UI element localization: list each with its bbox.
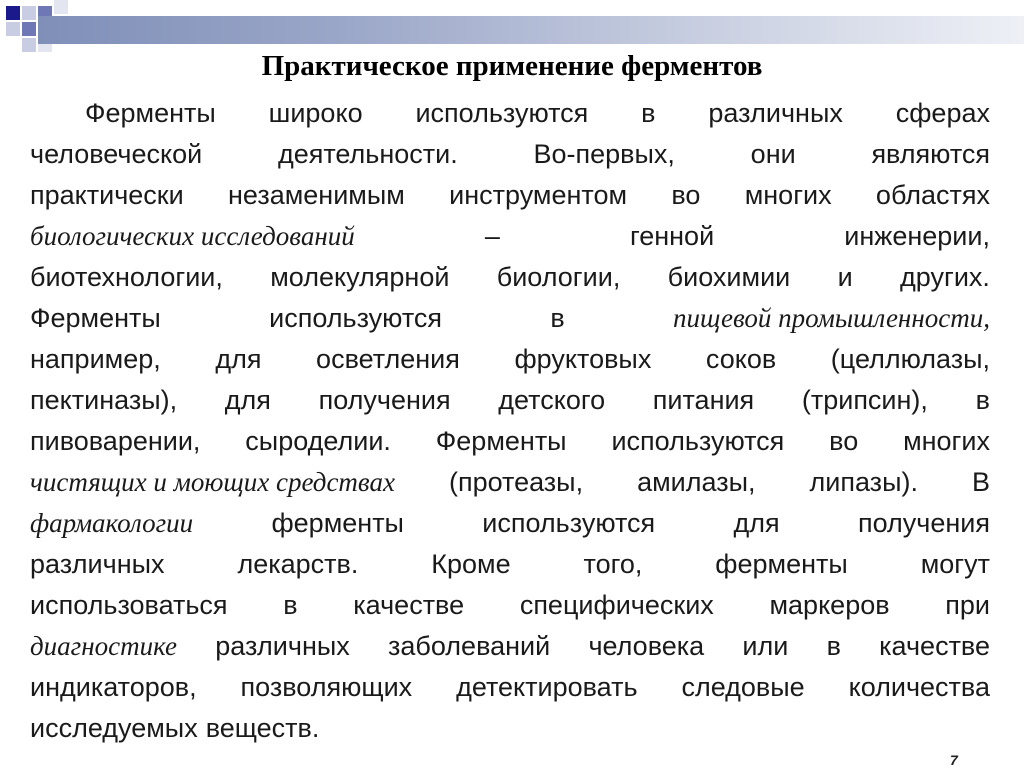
word: для — [215, 344, 262, 374]
word: пивоварении, — [30, 426, 201, 456]
text-line — [30, 380, 990, 421]
word: различных — [30, 549, 165, 579]
word: в — [283, 590, 298, 620]
word: биотехнологии, — [30, 262, 223, 292]
text-line — [30, 585, 990, 626]
text-line — [30, 257, 990, 298]
word: в — [826, 631, 841, 661]
word: детектировать — [456, 672, 638, 702]
text-line — [30, 216, 990, 257]
word: человека — [588, 631, 705, 661]
word: используются — [611, 426, 785, 456]
word: человеческой — [30, 139, 203, 169]
word: специфических — [519, 590, 714, 620]
word: количества — [848, 672, 990, 702]
word: маркеров — [769, 590, 890, 620]
word: – — [484, 221, 500, 251]
word: веществ. — [205, 713, 320, 743]
word: других. — [900, 262, 990, 292]
word: они — [750, 139, 796, 169]
word: инструментом — [449, 180, 628, 210]
word: многих — [903, 426, 990, 456]
word: различных — [215, 631, 350, 661]
decor-square — [54, 0, 68, 14]
word: и — [837, 262, 853, 292]
word: для — [733, 508, 780, 538]
text-line — [30, 544, 990, 585]
italic-term: чистящих и моющих средствах — [30, 467, 395, 497]
word: практически — [30, 180, 184, 210]
word: во — [829, 426, 859, 456]
italic-term: пищевой промышленности, — [672, 303, 990, 333]
word: амилазы, — [637, 467, 756, 497]
word: фруктовых — [514, 344, 652, 374]
slide-title: Практическое применение ферментов — [261, 50, 763, 82]
word: пектиназы), — [30, 385, 178, 415]
text-line — [30, 93, 990, 134]
word: сферах — [895, 98, 990, 128]
page-number: 7 — [950, 752, 958, 768]
word: детского — [498, 385, 606, 415]
word: получения — [318, 385, 451, 415]
word: заболеваний — [388, 631, 551, 661]
decor-square — [6, 6, 20, 20]
text-line — [30, 298, 990, 339]
word: Ферменты — [85, 98, 216, 128]
italic-term: фармакологии — [30, 508, 194, 538]
word: используются — [482, 508, 656, 538]
decor-square — [22, 22, 36, 36]
word: во — [671, 180, 701, 210]
word: биохимии — [667, 262, 791, 292]
word: (целлюлазы, — [830, 344, 990, 374]
word: используются — [269, 303, 443, 333]
italic-term: диагностике — [30, 631, 178, 661]
text-line — [30, 134, 990, 175]
word: используются — [415, 98, 589, 128]
text-line — [30, 503, 990, 544]
word: использоваться — [30, 590, 228, 620]
word: индикаторов, — [30, 672, 197, 702]
text-line — [30, 667, 990, 708]
word: при — [945, 590, 990, 620]
word: того, — [583, 549, 643, 579]
word: Ферменты — [435, 426, 567, 456]
header-gradient-bar — [38, 16, 1024, 44]
body-paragraph — [30, 93, 990, 749]
text-line — [30, 175, 990, 216]
word: позволяющих — [240, 672, 413, 702]
word: Кроме — [431, 549, 511, 579]
word: например, — [30, 344, 161, 374]
word: в — [641, 98, 656, 128]
text-line — [30, 462, 990, 503]
word: лекарств. — [237, 549, 359, 579]
word: для — [224, 385, 271, 415]
word: ферменты — [271, 508, 404, 538]
word: ферменты — [715, 549, 848, 579]
word: областях — [875, 180, 990, 210]
word: различных — [708, 98, 843, 128]
word: следовые — [681, 672, 805, 702]
word: генной — [629, 221, 715, 251]
italic-term: биологических исследований — [30, 221, 355, 251]
word: соков — [705, 344, 777, 374]
word: качестве — [353, 590, 465, 620]
word: инженерии, — [844, 221, 990, 251]
word: питания — [652, 385, 755, 415]
word: или — [742, 631, 789, 661]
decor-square — [6, 22, 20, 36]
word: биологии, — [496, 262, 621, 292]
text-line — [30, 626, 990, 667]
text-line — [30, 421, 990, 462]
word: в — [975, 385, 990, 415]
text-line — [30, 339, 990, 380]
word: получения — [857, 508, 990, 538]
word: являются — [871, 139, 990, 169]
word: деятельности. — [277, 139, 458, 169]
decor-square — [22, 6, 36, 20]
word: (трипсин), — [801, 385, 928, 415]
word: сыроделии. — [245, 426, 391, 456]
word: осветления — [316, 344, 460, 374]
word: молекулярной — [270, 262, 450, 292]
word: в — [550, 303, 565, 333]
word: Во-первых, — [533, 139, 675, 169]
word: широко — [268, 98, 363, 128]
word: качестве — [879, 631, 990, 661]
word: незаменимым — [228, 180, 405, 210]
word: В — [971, 467, 990, 497]
word: (протеазы, — [448, 467, 584, 497]
word: Ферменты — [30, 303, 161, 333]
word: исследуемых — [30, 713, 198, 743]
word: липазы). — [809, 467, 918, 497]
word: могут — [920, 549, 990, 579]
text-line — [30, 708, 990, 749]
word: многих — [744, 180, 832, 210]
